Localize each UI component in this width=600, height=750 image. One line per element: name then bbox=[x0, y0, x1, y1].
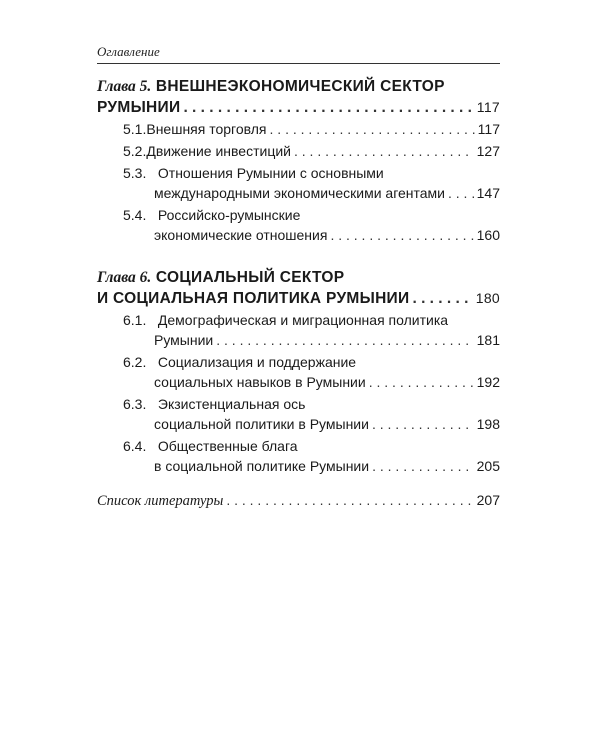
chapter-6-title-line2: И СОЦИАЛЬНАЯ ПОЛИТИКА РУМЫНИИ bbox=[97, 290, 410, 307]
section-number: 5.3. bbox=[123, 165, 147, 181]
section-5-3[interactable] bbox=[123, 163, 500, 203]
section-title-line2: социальных навыков в Румынии bbox=[154, 374, 366, 390]
running-header: Оглавление bbox=[97, 44, 500, 64]
dot-leader bbox=[216, 330, 473, 350]
chapter-5-title-line1: ВНЕШНЕЭКОНОМИЧЕСКИЙ СЕКТОР bbox=[155, 78, 445, 95]
section-number: 6.3. bbox=[123, 396, 147, 412]
section-title-line1: Отношения Румынии с основными bbox=[157, 165, 384, 181]
dot-leader bbox=[226, 490, 473, 510]
section-6-1[interactable] bbox=[123, 310, 500, 350]
chapter-5-title[interactable] bbox=[97, 76, 500, 118]
section-page: 198 bbox=[476, 416, 500, 432]
section-number: 5.1. bbox=[123, 121, 147, 137]
chapter-6 bbox=[97, 267, 500, 476]
bibliography-page: 207 bbox=[476, 492, 500, 508]
dot-leader bbox=[369, 372, 474, 392]
chapter-5-page: 117 bbox=[476, 99, 500, 115]
section-title-line2: международными экономическими агентами bbox=[154, 185, 445, 201]
chapter-5-label: Глава 5. bbox=[97, 78, 152, 95]
section-5-4[interactable] bbox=[123, 205, 500, 245]
section-title-line1: Экзистенциальная ось bbox=[157, 396, 306, 412]
section-6-2[interactable] bbox=[123, 352, 500, 392]
bibliography-entry[interactable] bbox=[97, 490, 500, 511]
chapter-5 bbox=[97, 76, 500, 245]
dot-leader bbox=[448, 183, 474, 203]
section-title-line2: социальной политики в Румынии bbox=[154, 416, 369, 432]
section-page: 117 bbox=[477, 121, 500, 137]
section-title: Внешняя торговля bbox=[146, 121, 267, 137]
chapter-6-label: Глава 6. bbox=[97, 269, 152, 286]
section-number: 5.4. bbox=[123, 207, 147, 223]
chapter-6-page: 180 bbox=[475, 290, 500, 306]
section-title-line1: Социализация и поддержание bbox=[157, 354, 357, 370]
chapter-5-sections bbox=[97, 119, 500, 245]
section-number: 6.1. bbox=[123, 312, 147, 328]
chapter-6-title[interactable] bbox=[97, 267, 500, 309]
section-title-line1: Общественные блага bbox=[157, 438, 298, 454]
section-6-3[interactable] bbox=[123, 394, 500, 434]
section-title-line1: Демографическая и миграционная политика bbox=[157, 312, 449, 328]
section-5-1[interactable] bbox=[123, 119, 500, 139]
section-page: 127 bbox=[476, 143, 500, 159]
chapter-6-sections bbox=[97, 310, 500, 476]
section-page: 181 bbox=[476, 332, 500, 348]
section-title-line2: экономические отношения bbox=[154, 227, 328, 243]
dot-leader bbox=[330, 225, 473, 245]
section-6-4[interactable] bbox=[123, 436, 500, 476]
dot-leader bbox=[270, 119, 475, 139]
section-page: 192 bbox=[476, 374, 500, 390]
section-number: 6.4. bbox=[123, 438, 147, 454]
section-page: 147 bbox=[476, 185, 500, 201]
bibliography-label: Список литературы bbox=[97, 493, 224, 509]
dot-leader bbox=[412, 288, 472, 309]
section-page: 160 bbox=[476, 227, 500, 243]
section-title-line2: Румынии bbox=[154, 332, 214, 348]
section-title: Движение инвестиций bbox=[146, 143, 291, 159]
section-title-line2: в социальной политике Румынии bbox=[154, 458, 370, 474]
dot-leader bbox=[183, 97, 473, 118]
section-5-2[interactable] bbox=[123, 141, 500, 161]
section-title-line1: Российско-румынские bbox=[157, 207, 301, 223]
section-page: 205 bbox=[476, 458, 500, 474]
chapter-5-title-line2: РУМЫНИИ bbox=[97, 99, 181, 116]
section-number: 6.2. bbox=[123, 354, 147, 370]
section-number: 5.2. bbox=[123, 143, 147, 159]
dot-leader bbox=[372, 456, 474, 476]
chapter-6-title-line1: СОЦИАЛЬНЫЙ СЕКТОР bbox=[155, 269, 345, 286]
dot-leader bbox=[294, 141, 474, 161]
dot-leader bbox=[372, 414, 474, 434]
table-of-contents bbox=[97, 76, 500, 511]
